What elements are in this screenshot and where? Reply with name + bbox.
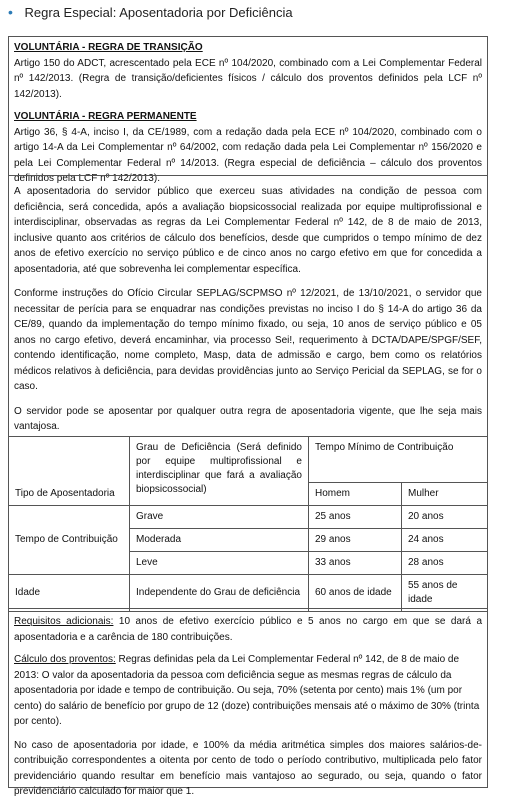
type-header: Tipo de Aposentadoria <box>9 437 130 506</box>
transition-block <box>14 40 482 102</box>
female-cell: 24 anos <box>402 529 488 552</box>
male-cell: 33 anos <box>309 552 402 575</box>
female-cell: 28 anos <box>402 552 488 575</box>
requirements-paragraph <box>14 614 482 645</box>
rules-box <box>8 36 488 184</box>
grade-cell: Grave <box>130 506 309 529</box>
female-cell: 55 anos de idade <box>402 575 488 612</box>
permanent-text: Artigo 36, § 4-A, inciso I, da CE/1989, com a redação dada pela ECE nº 104/2020, combinado com o artigo 14-A da Lei Complementar nº 64/2002, com redação dada pela Lei Complementar nº 156/2020 e pela Lei Complementar Federal nº 14/2013. (Regra especial de deficiência – cálculo dos proventos definidos pela LCF nº 142/2013). <box>14 126 482 184</box>
bullet-icon: • <box>8 4 13 20</box>
transition-title: VOLUNTÁRIA - REGRA DE TRANSIÇÃO <box>14 42 203 53</box>
grade-header: Grau de Deficiência (Será definido por equipe multiprofissional e interdisciplinar que fará a avaliação biopsicossocial) <box>130 437 309 506</box>
grade-cell: Leve <box>130 552 309 575</box>
requirements-table-wrapper <box>8 436 488 612</box>
grade-cell: Moderada <box>130 529 309 552</box>
calculation-paragraph <box>14 652 482 730</box>
requirements-label: Requisitos adicionais: <box>14 616 114 627</box>
male-cell: 29 anos <box>309 529 402 552</box>
requirements-table <box>8 436 488 612</box>
description-box <box>8 175 488 437</box>
male-cell: 25 anos <box>309 506 402 529</box>
requirements-text: 10 anos de efetivo exercício público e 5 anos no cargo em que se dará a aposentadoria e a carência de 180 contribuições. <box>14 616 483 643</box>
table-row <box>9 575 488 612</box>
female-cell: 20 anos <box>402 506 488 529</box>
male-cell: 60 anos de idade <box>309 575 402 612</box>
min-time-header: Tempo Mínimo de Contribuição <box>309 437 488 483</box>
description-paragraph-3: O servidor pode se aposentar por qualquer outra regra de aposentadoria vigente, que lhe seja mais vantajosa. <box>14 405 482 432</box>
table-row <box>9 506 488 529</box>
contribution-time-label: Tempo de Contribuição <box>9 506 130 575</box>
transition-text: Artigo 150 do ADCT, acrescentado pela ECE nº 104/2020, combinado com a Lei Complementar Federal nº 142/2013. (Regra de transição/deficientes físicos / cálculo dos proventos definidos pela LCF nº 142/2013). <box>14 57 482 100</box>
section-title: Regra Especial: Aposentadoria por Deficiência <box>24 5 293 20</box>
grade-cell: Independente do Grau de deficiência <box>130 575 309 612</box>
female-header: Mulher <box>402 483 488 506</box>
calculation-text: Regras definidas pela da Lei Complementar Federal nº 142, de 8 de maio de 2013: O valor da aposentadoria da pessoa com deficiência segue as mesmas regras de cálculo da aposentadoria por idade e tempo de contribuição. Ou seja, 70% (setenta por cento) mais 1% (um por cento) do salário de benefício por grupo de 12 (doze) contribuições mensais até o máximo de 30% (trinta por cento). <box>14 654 480 727</box>
calculation-label: Cálculo dos proventos: <box>14 654 116 665</box>
description-paragraph-1: A aposentadoria do servidor público que exerceu suas atividades na condição de pessoa com deficiência, será concedida, após a avaliação biopsicossocial realizada por equipe multiprofissional e interdisciplinar, observadas as regras da Lei Complementar Federal nº 142, de 8 de maio de 2013, inclusive quanto aos critérios de cálculo dos benefícios, desde que cumpridos o tempo mínimo de dez anos de efetivo exercício no serviço público e de cinco anos no cargo efetivo em que for concedida a aposentadoria, até que sobrevenha lei complementar específica. <box>14 186 482 275</box>
section-header <box>8 4 293 20</box>
calculation-paragraph-2: No caso de aposentadoria por idade, e 100% da média aritmética simples dos maiores salários-de-contribuição correspondentes a oitenta por cento de todo o período contributivo, multiplicada pelo fator previdenciário quando resultar em benefício mais vantajoso ao segurado, ou seja, quando o fator previdenciário calculado for maior que 1. <box>14 739 482 797</box>
additional-box <box>8 608 488 797</box>
age-label: Idade <box>9 575 130 612</box>
male-header: Homem <box>309 483 402 506</box>
permanent-title: VOLUNTÁRIA - REGRA PERMANENTE <box>14 111 197 122</box>
description-paragraph-2: Conforme instruções do Ofício Circular SEPLAG/SCPMSO nº 12/2021, de 13/10/2021, o servidor que necessitar de perícia para se enquadrar nas condições previstas no inciso I do § 14-A do artigo 36 da CE/89, quando da implementação do tempo mínimo fixado, ou seja, 10 anos de serviço público e 05 anos no cargo efetivo, deverá encaminhar, via processo Sei!, requerimento à DCTA/DAPE/SPGF/SEF, contendo identificação, nome completo, Masp, data de admissão e cargo, bem como os relatórios médicos relativos à deficiência, para devidas providências junto ao Serviço Pericial da SEPLAG, se for o caso. <box>14 288 482 392</box>
